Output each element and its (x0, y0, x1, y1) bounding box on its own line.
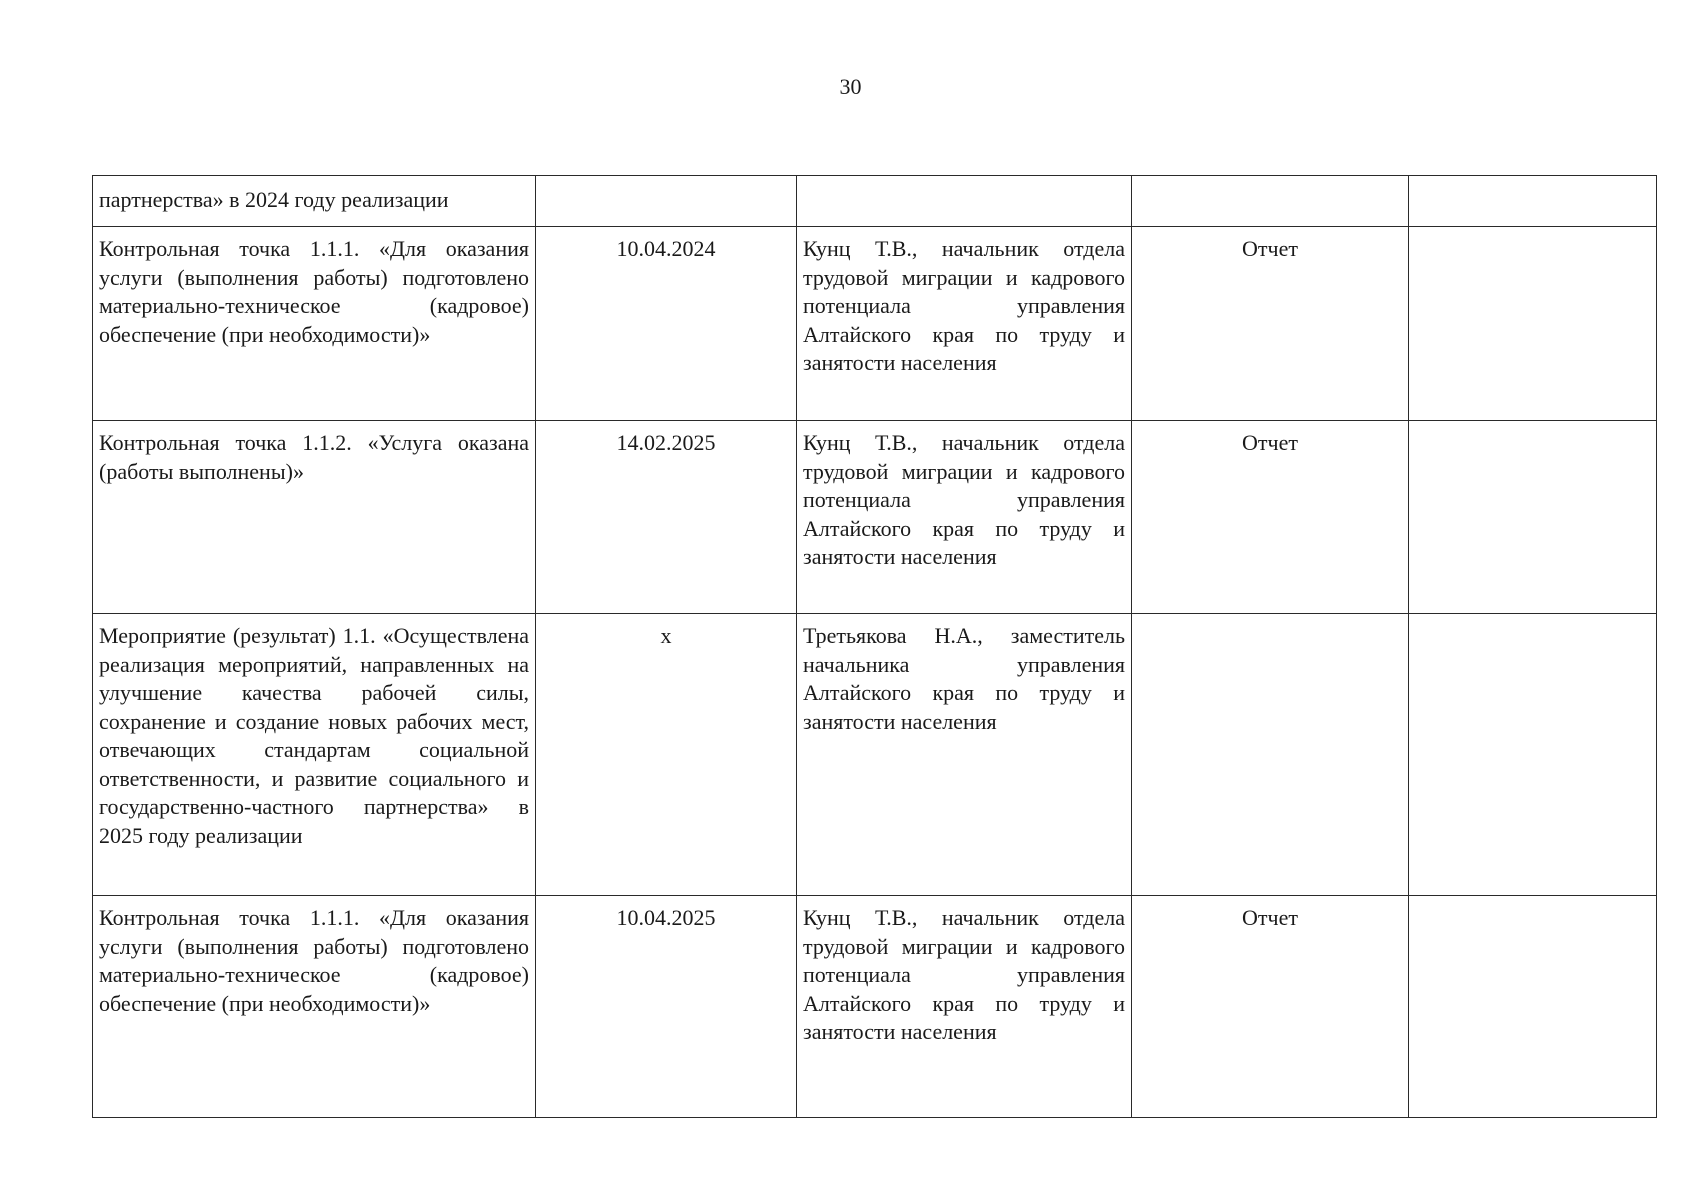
document-type: Отчет (1242, 236, 1298, 261)
plan-table (92, 175, 1657, 1118)
page-number: 30 (839, 74, 862, 99)
table-row (93, 227, 1657, 421)
event-name: Контрольная точка 1.1.2. «Услуга оказана (работы выполнены)» (99, 430, 529, 484)
deadline-date: 14.02.2025 (616, 430, 716, 455)
deadline-date: х (660, 623, 672, 648)
table-row (93, 896, 1657, 1118)
table-row (93, 614, 1657, 896)
extra-cell (1409, 176, 1657, 227)
document-type: Отчет (1242, 905, 1298, 930)
deadline-date: 10.04.2025 (616, 905, 716, 930)
deadline-cell (536, 421, 797, 614)
deadline-cell (536, 614, 797, 896)
document-type-cell (1132, 176, 1409, 227)
responsible-cell (797, 421, 1132, 614)
document-type: Отчет (1242, 430, 1298, 455)
document-type-cell (1132, 896, 1409, 1118)
responsible-cell (797, 227, 1132, 421)
responsible-cell (797, 176, 1132, 227)
responsible-person: Кунц Т.В., начальник отдела трудовой миграции и кадрового потенциала управления Алтайского края по труду и занятости населения (803, 905, 1125, 1044)
document-type-cell (1132, 421, 1409, 614)
deadline-cell (536, 227, 797, 421)
responsible-cell (797, 614, 1132, 896)
extra-cell (1409, 896, 1657, 1118)
table-row (93, 421, 1657, 614)
event-name-cell (93, 176, 536, 227)
document-type-cell (1132, 227, 1409, 421)
responsible-person: Кунц Т.В., начальник отдела трудовой миграции и кадрового потенциала управления Алтайского края по труду и занятости населения (803, 430, 1125, 569)
event-name-cell (93, 614, 536, 896)
event-name: Контрольная точка 1.1.1. «Для оказания услуги (выполнения работы) подготовлено материально-техническое (кадровое) обеспечение (при необходимости)» (99, 905, 529, 1016)
extra-cell (1409, 614, 1657, 896)
deadline-cell (536, 176, 797, 227)
extra-cell (1409, 421, 1657, 614)
deadline-cell (536, 896, 797, 1118)
responsible-person: Кунц Т.В., начальник отдела трудовой миграции и кадрового потенциала управления Алтайского края по труду и занятости населения (803, 236, 1125, 375)
responsible-cell (797, 896, 1132, 1118)
deadline-date: 10.04.2024 (616, 236, 716, 261)
responsible-person: Третьякова Н.А., заместитель начальника управления Алтайского края по труду и занятости населения (803, 623, 1125, 734)
event-name-cell (93, 227, 536, 421)
event-name: Мероприятие (результат) 1.1. «Осуществлена реализация мероприятий, направленных на улучшение качества рабочей силы, сохранение и создание новых рабочих мест, отвечающих стандартам социальной ответственности, и развитие социального и государственно-частного партнерства» в 2025 году реализации (99, 623, 529, 848)
extra-cell (1409, 227, 1657, 421)
event-name: Контрольная точка 1.1.1. «Для оказания услуги (выполнения работы) подготовлено материально-техническое (кадровое) обеспечение (при необходимости)» (99, 236, 529, 347)
event-name-cell (93, 896, 536, 1118)
table-row (93, 176, 1657, 227)
event-name-cell (93, 421, 536, 614)
event-name: партнерства» в 2024 году реализации (99, 187, 449, 212)
document-type-cell (1132, 614, 1409, 896)
